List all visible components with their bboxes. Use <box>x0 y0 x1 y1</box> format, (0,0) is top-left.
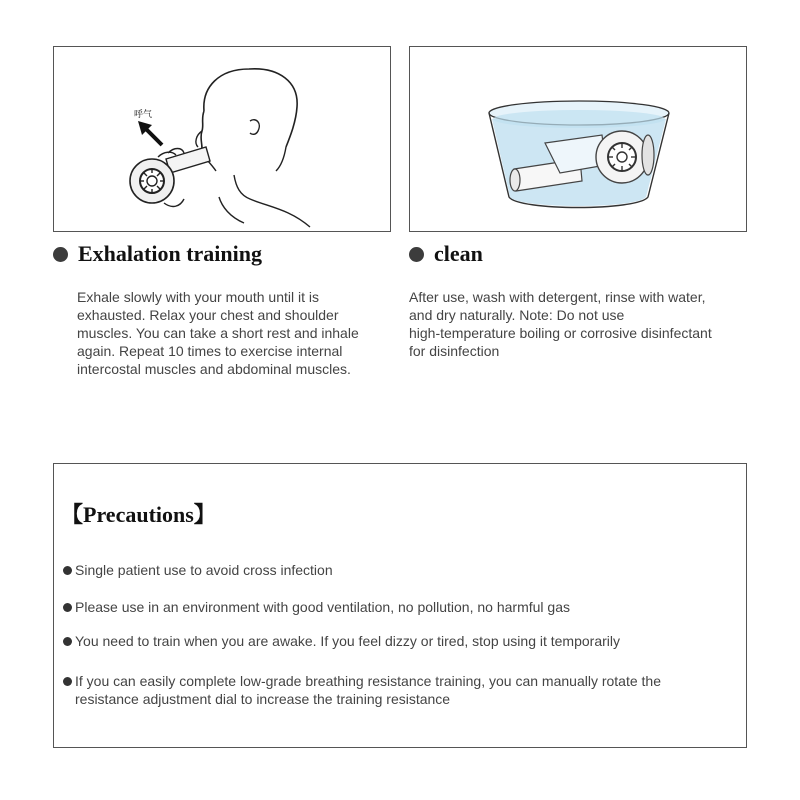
exhalation-heading-text: Exhalation training <box>78 241 262 266</box>
precaution-text: You need to train when you are awake. If you feel dizzy or tired, stop using it temporarily <box>75 633 621 649</box>
exhale-arrow-label: 呼气 <box>134 110 153 120</box>
precaution-item <box>63 561 723 579</box>
clean-description-line: high-temperature boiling or corrosive disinfectant <box>409 325 712 341</box>
precautions-title: 【Precautions】 <box>61 502 216 527</box>
exhalation-illustration <box>53 46 391 232</box>
bullet-icon <box>63 566 72 575</box>
precaution-text: If you can easily complete low-grade breathing resistance training, you can manually rotate the resistance adjustment dial to increase the training resistance <box>75 673 661 707</box>
clean-heading <box>409 241 483 267</box>
bullet-icon <box>63 677 72 686</box>
exhalation-description: Exhale slowly with your mouth until it is exhausted. Relax your chest and shoulder muscles. You can take a short rest and inhale again. Repeat 10 times to exercise internal intercostal muscles and abdominal muscles. <box>77 289 359 377</box>
precautions-box <box>53 463 747 748</box>
clean-description <box>409 288 754 360</box>
precaution-text: Single patient use to avoid cross infection <box>75 562 333 578</box>
clean-description-line: and dry naturally. Note: Do not use <box>409 307 625 323</box>
bullet-icon <box>63 637 72 646</box>
precaution-text: Please use in an environment with good ventilation, no pollution, no harmful gas <box>75 599 570 615</box>
device-soaking-in-bowl-illustration <box>410 47 746 231</box>
precaution-item <box>63 632 723 650</box>
precaution-item <box>63 672 723 708</box>
heading-bullet-icon <box>409 247 424 262</box>
cleaning-illustration <box>409 46 747 232</box>
person-exhaling-illustration <box>54 47 390 231</box>
precaution-item <box>63 598 723 616</box>
clean-description-line: After use, wash with detergent, rinse with water, <box>409 289 706 305</box>
clean-description-line: for disinfection <box>409 343 500 359</box>
bullet-icon <box>63 603 72 612</box>
heading-bullet-icon <box>53 247 68 262</box>
exhalation-heading <box>53 241 262 267</box>
clean-heading-text: clean <box>434 241 483 266</box>
